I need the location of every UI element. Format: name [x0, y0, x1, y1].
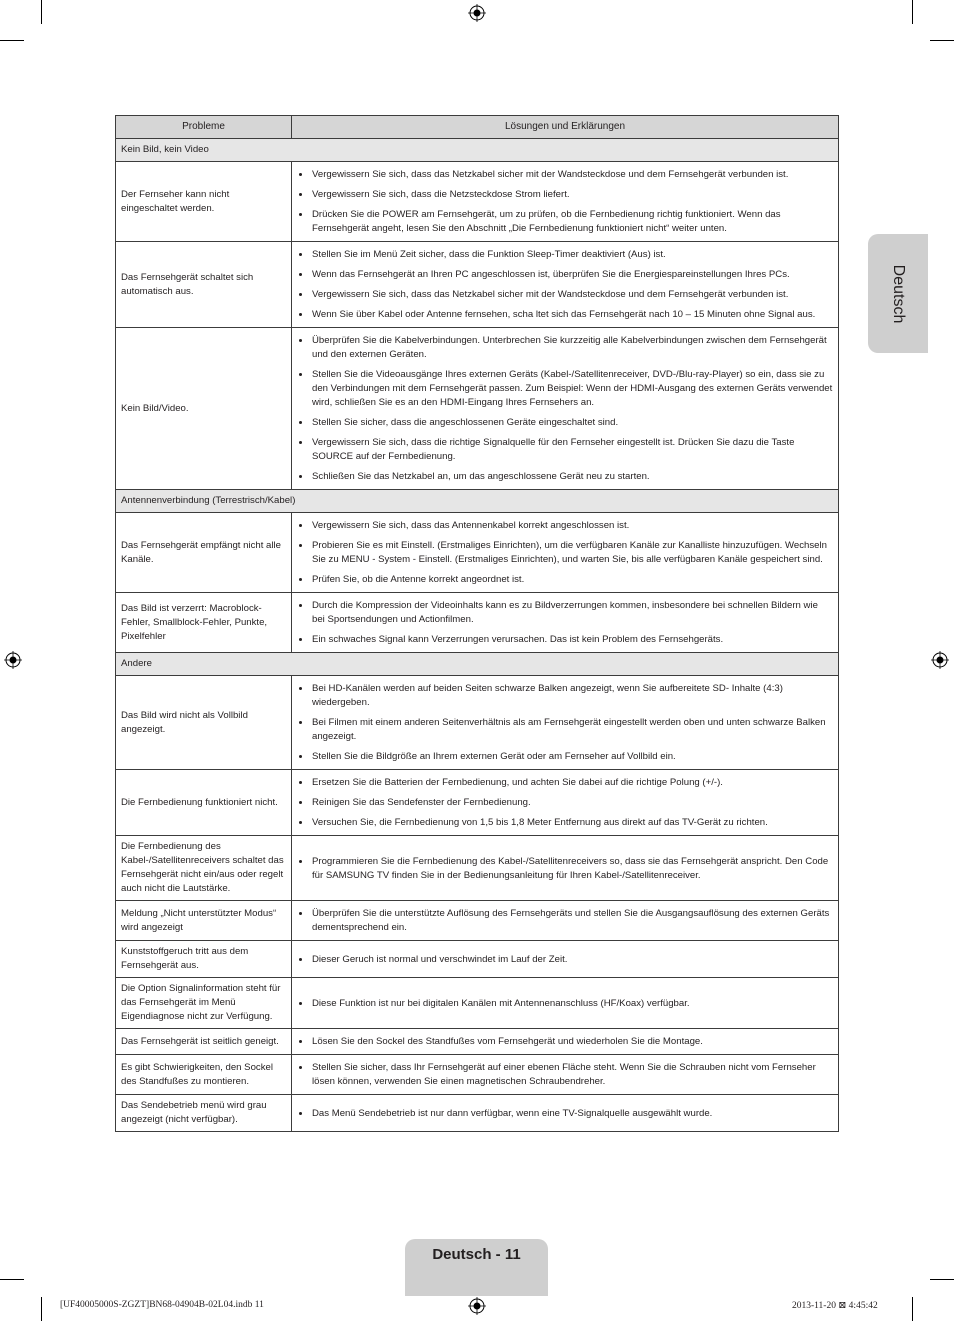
solution-cell — [292, 770, 839, 836]
solution-item: • Reinigen Sie das Sendefenster der Fernbedienung. — [311, 795, 833, 810]
solution-item: • Überprüfen Sie die Kabelverbindungen. Unterbrechen Sie kurzzeitig alle Kabelverbindungen zwischen dem Fernsehgerät und den externen Geräten. — [311, 333, 833, 362]
table-row — [116, 676, 839, 770]
problem-cell: Kunststoffgeruch tritt aus dem Fernsehgerät aus. — [116, 941, 292, 978]
solution-item: • Ein schwaches Signal kann Verzerrungen verursachen. Das ist kein Problem des Fernsehgeräts. — [311, 632, 833, 647]
solution-item: • Überprüfen Sie die unterstützte Auflösung des Fernsehgeräts und stellen Sie die Ausgangsauflösung des externen Geräts dementsprechend ein. — [311, 906, 833, 935]
file-info: [UF40005000S-ZGZT]BN68-04904B-02L04.indb 11 — [60, 1300, 264, 1310]
table-row — [116, 978, 839, 1029]
registration-mark-icon — [468, 4, 486, 22]
table-row — [116, 1095, 839, 1132]
crop-mark — [930, 1279, 954, 1280]
header-problems: Probleme — [116, 116, 292, 139]
solution-cell — [292, 162, 839, 242]
problem-cell: Das Fernsehgerät ist seitlich geneigt. — [116, 1029, 292, 1055]
crop-mark — [912, 0, 913, 24]
solution-cell — [292, 901, 839, 941]
language-side-tab — [868, 234, 928, 353]
solution-item: • Programmieren Sie die Fernbedienung des Kabel-/Satellitenreceivers so, dass sie das Fernsehgerät anspricht. Den Code für SAMSUNG TV finden Sie in der Bedienungsanleitung für Ihren Kabel-/Satellitenreceiver. — [311, 854, 833, 883]
table-row — [116, 162, 839, 242]
table-row — [116, 328, 839, 490]
table-row — [116, 1055, 839, 1095]
section-row — [116, 490, 839, 513]
solution-item: • Schließen Sie das Netzkabel an, um das angeschlossene Gerät neu zu starten. — [311, 469, 833, 484]
problem-cell: Das Sendebetrieb menü wird grau angezeigt (nicht verfügbar). — [116, 1095, 292, 1132]
solution-item: • Vergewissern Sie sich, dass das Netzkabel sicher mit der Wandsteckdose und dem Fernsehgerät verbunden ist. — [311, 167, 833, 182]
solution-item: • Vergewissern Sie sich, dass die richtige Signalquelle für den Fernseher eingestellt ist. Drücken Sie dazu die Taste SOURCE auf der Fernbedienung. — [311, 435, 833, 464]
table-header-row — [116, 116, 839, 139]
solution-cell — [292, 941, 839, 978]
table-row — [116, 1029, 839, 1055]
solution-cell — [292, 513, 839, 593]
header-solutions: Lösungen und Erklärungen — [292, 116, 839, 139]
table-row — [116, 242, 839, 328]
solution-item: • Vergewissern Sie sich, dass die Netzsteckdose Strom liefert. — [311, 187, 833, 202]
solution-item: • Vergewissern Sie sich, dass das Netzkabel sicher mit der Wandsteckdose und dem Fernsehgerät verbunden ist. — [311, 287, 833, 302]
solution-item: • Vergewissern Sie sich, dass das Antennenkabel korrekt angeschlossen ist. — [311, 518, 833, 533]
language-side-tab-label: Deutsch — [890, 264, 907, 323]
crop-mark — [0, 1279, 24, 1280]
section-row — [116, 139, 839, 162]
table-row — [116, 513, 839, 593]
solution-item: • Drücken Sie die POWER am Fernsehgerät, um zu prüfen, ob die Fernbedienung richtig funktioniert. Wenn das Fernsehgerät angeht, lesen Sie den Abschnitt „Die Fernbedienung funktioniert nicht“ weiter unten. — [311, 207, 833, 236]
section-title: Andere — [116, 653, 839, 676]
section-row — [116, 653, 839, 676]
solution-cell — [292, 1029, 839, 1055]
solution-item: • Wenn Sie über Kabel oder Antenne fernsehen, scha ltet sich das Fernsehgerät nach 10 – 15 Minuten ohne Signal aus. — [311, 307, 833, 322]
problem-cell: Die Option Signalinformation steht für das Fernsehgerät im Menü Eigendiagnose nicht zur Verfügung. — [116, 978, 292, 1029]
table-row — [116, 941, 839, 978]
solution-item: • Das Menü Sendebetrieb ist nur dann verfügbar, wenn eine TV-Signalquelle ausgewählt wurde. — [311, 1106, 833, 1121]
section-title: Kein Bild, kein Video — [116, 139, 839, 162]
solution-item: • Wenn das Fernsehgerät an Ihren PC angeschlossen ist, überprüfen Sie die Energiespareinstellungen Ihres PCs. — [311, 267, 833, 282]
solution-item: • Durch die Kompression der Videoinhalts kann es zu Bildverzerrungen kommen, insbesondere bei schnellen Bildern wie bei Sportsendungen und Actionfilmen. — [311, 598, 833, 627]
section-title: Antennenverbindung (Terrestrisch/Kabel) — [116, 490, 839, 513]
table-row — [116, 901, 839, 941]
solution-item: • Lösen Sie den Sockel des Standfußes vom Fernsehgerät und wiederholen Sie die Montage. — [311, 1034, 833, 1049]
solution-item: • Stellen Sie die Videoausgänge Ihres externen Geräts (Kabel-/Satellitenreceiver, DVD-/Blu-ray-Player) so ein, dass sie zu den Verbindungen mit dem Fernsehgerät passen. Zum Beispiel: Wenn der HDMI-Ausgang des externen Geräts verwendet wird, schließen Sie es an den HDMI-Eingang Ihres Fernsehers an. — [311, 367, 833, 410]
solution-item: • Diese Funktion ist nur bei digitalen Kanälen mit Antennenanschluss (HF/Koax) verfügbar. — [311, 996, 833, 1011]
solution-cell — [292, 593, 839, 653]
problem-cell: Das Bild ist verzerrt: Macroblock-Fehler, Smallblock-Fehler, Punkte, Pixelfehler — [116, 593, 292, 653]
solution-item: • Stellen Sie die Bildgröße an Ihrem externen Gerät oder am Fernseher auf Vollbild ein. — [311, 749, 833, 764]
solution-cell — [292, 242, 839, 328]
solution-cell — [292, 676, 839, 770]
solution-item: • Probieren Sie es mit Einstell. (Erstmaliges Einrichten), um die verfügbaren Kanäle zur Kanalliste hinzuzufügen. Wechseln Sie zu MENU - System - Einstell. (Erstmaliges Einrichten), und warten Sie, bis alle verfügbaren Kanäle gespeichert sind. — [311, 538, 833, 567]
solution-cell — [292, 1095, 839, 1132]
solution-item: • Bei Filmen mit einem anderen Seitenverhältnis als am Fernsehgerät eingestellt werden oben und unten schwarze Balken angezeigt. — [311, 715, 833, 744]
solution-cell — [292, 1055, 839, 1095]
crop-mark — [0, 40, 24, 41]
problem-cell: Es gibt Schwierigkeiten, den Sockel des Standfußes zu montieren. — [116, 1055, 292, 1095]
solution-item: • Stellen Sie sicher, dass die angeschlossenen Geräte eingeschaltet sind. — [311, 415, 833, 430]
solution-item: • Prüfen Sie, ob die Antenne korrekt angeordnet ist. — [311, 572, 833, 587]
crop-mark — [41, 0, 42, 24]
solution-item: • Stellen Sie sicher, dass Ihr Fernsehgerät auf einer ebenen Fläche steht. Wenn Sie die Schrauben nicht vom Fernseher lösen können, verwenden Sie einen magnetischen Schraubendreher. — [311, 1060, 833, 1089]
registration-mark-icon — [4, 651, 22, 669]
table-row — [116, 593, 839, 653]
problem-cell: Das Fernsehgerät schaltet sich automatisch aus. — [116, 242, 292, 328]
print-timestamp: 2013-11-20 ⊠ 4:45:42 — [792, 1301, 878, 1311]
crop-mark — [930, 40, 954, 41]
registration-mark-icon — [931, 651, 949, 669]
solution-item: • Stellen Sie im Menü Zeit sicher, dass die Funktion Sleep-Timer deaktiviert (Aus) ist. — [311, 247, 833, 262]
problem-cell: Kein Bild/Video. — [116, 328, 292, 490]
problem-cell: Meldung „Nicht unterstützter Modus“ wird angezeigt — [116, 901, 292, 941]
page-number-label: Deutsch - 11 — [432, 1246, 521, 1263]
crop-mark — [41, 1297, 42, 1321]
problem-cell: Die Fernbedienung des Kabel-/Satellitenreceivers schaltet das Fernsehgerät nicht ein/aus oder regelt auch nicht die Lautstärke. — [116, 836, 292, 901]
problem-cell: Das Fernsehgerät empfängt nicht alle Kanäle. — [116, 513, 292, 593]
solution-item: • Versuchen Sie, die Fernbedienung von 1,5 bis 1,8 Meter Entfernung aus direkt auf das TV-Gerät zu richten. — [311, 815, 833, 830]
solution-item: • Bei HD-Kanälen werden auf beiden Seiten schwarze Balken angezeigt, wenn Sie aufbereitete SD- Inhalte (4:3) wiedergeben. — [311, 681, 833, 710]
solution-cell — [292, 328, 839, 490]
problem-cell: Das Bild wird nicht als Vollbild angezeigt. — [116, 676, 292, 770]
solution-cell — [292, 836, 839, 901]
table-row — [116, 836, 839, 901]
table-row — [116, 770, 839, 836]
troubleshooting-table — [115, 115, 839, 1132]
solution-item: • Dieser Geruch ist normal und verschwindet im Lauf der Zeit. — [311, 952, 833, 967]
page-number-tab — [405, 1239, 548, 1296]
crop-mark — [912, 1297, 913, 1321]
registration-mark-icon — [468, 1297, 486, 1315]
solution-item: • Ersetzen Sie die Batterien der Fernbedienung, und achten Sie dabei auf die richtige Polung (+/-). — [311, 775, 833, 790]
problem-cell: Der Fernseher kann nicht eingeschaltet werden. — [116, 162, 292, 242]
solution-cell — [292, 978, 839, 1029]
problem-cell: Die Fernbedienung funktioniert nicht. — [116, 770, 292, 836]
